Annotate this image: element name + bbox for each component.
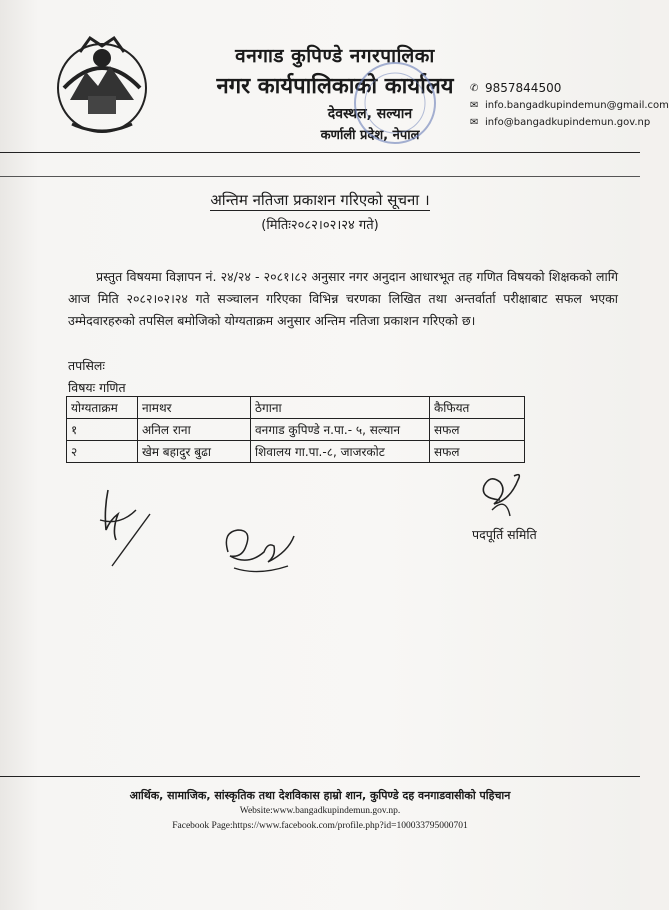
col-address-header: ठेगाना xyxy=(251,397,430,419)
notice-title xyxy=(0,190,640,210)
col-rank-header: योग्यताक्रम xyxy=(67,397,138,419)
mail-icon: ✉ xyxy=(470,117,479,128)
email-row-1 xyxy=(470,97,669,114)
signature-3 xyxy=(470,470,530,530)
footer-website[interactable]: Website:www.bangadkupindemun.gov.np. xyxy=(239,806,401,816)
mail-icon: ✉ xyxy=(470,100,479,111)
email-gmail: info.bangadkupindemun@gmail.com xyxy=(485,100,669,111)
cell-rank: १ xyxy=(67,419,138,441)
cell-address: वनगाड कुपिण्डे न.पा.- ५, सल्यान xyxy=(251,419,430,441)
subject-label: विषयः गणित xyxy=(68,380,126,395)
table-header-row xyxy=(67,397,525,419)
footer-divider xyxy=(0,776,640,777)
signature-1 xyxy=(90,480,170,574)
email-gov: info@bangadkupindemun.gov.np xyxy=(485,117,651,128)
schedule-label: तपसिलः xyxy=(68,358,105,373)
phone-icon: ✆ xyxy=(470,83,479,94)
notice-date: (मितिः२०८२।०२।२४ गते) xyxy=(261,218,379,233)
email-row-2 xyxy=(470,114,669,131)
cell-name: अनिल राना xyxy=(138,419,251,441)
office-name: नगर कार्यपालिकाको कार्यालय xyxy=(216,74,454,99)
cell-remarks: सफल xyxy=(430,441,525,463)
header-divider-2 xyxy=(0,176,640,177)
signature-2 xyxy=(218,522,308,586)
office-province: कर्णाली प्रदेश, नेपाल xyxy=(320,128,420,143)
cell-rank: २ xyxy=(67,441,138,463)
contact-info xyxy=(470,80,669,131)
notice-title-text: अन्तिम नतिजा प्रकाशन गरिएको सूचना । xyxy=(210,191,430,209)
phone-number: 9857844500 xyxy=(485,81,562,95)
cell-name: खेम बहादुर बुढा xyxy=(138,441,251,463)
municipality-name: वनगाड कुपिण्डे नगरपालिका xyxy=(235,45,435,67)
col-remarks-header: कैफियत xyxy=(430,397,525,419)
cell-remarks: सफल xyxy=(430,419,525,441)
office-stamp xyxy=(350,58,440,148)
office-address: देवस्थल, सल्यान xyxy=(327,106,413,122)
notice-body xyxy=(68,266,618,332)
government-emblem-icon xyxy=(50,28,154,140)
cell-address: शिवालय गा.पा.-८, जाजरकोट xyxy=(251,441,430,463)
footer-slogan: आर्थिक, सामाजिक, सांस्कृतिक तथा देशविकास हाम्रो शान, कुपिण्डे दह वनगाडवासीको पहिचान xyxy=(129,789,511,802)
header-divider xyxy=(0,152,640,153)
footer-facebook[interactable]: Facebook Page:https://www.facebook.com/profile.php?id=100033795000701 xyxy=(172,821,468,831)
col-name-header: नामथर xyxy=(138,397,251,419)
notice-body-text: प्रस्तुत विषयमा विज्ञापन नं. २४/२४ - २०८१।८२ अनुसार नगर अनुदान आधारभूत तह गणित विषयको शिक्षकको लागि आज मिति २०८२।०२।२४ गते सञ्चालन गरिएका विभिन्न चरणका लिखित तथा अन्तर्वार्ता परीक्षाबाट सफल भएका उम्मेदवारहरुको तपसिल बमोजिको योग्यताक्रम अनुसार अन्तिम नतिजा प्रकाशन गरिएको छ। xyxy=(68,269,618,328)
table-row xyxy=(67,441,525,463)
phone-row xyxy=(470,80,669,97)
results-table xyxy=(66,396,525,463)
table-row xyxy=(67,419,525,441)
committee-label: पदपूर्ति समिति xyxy=(472,527,537,542)
